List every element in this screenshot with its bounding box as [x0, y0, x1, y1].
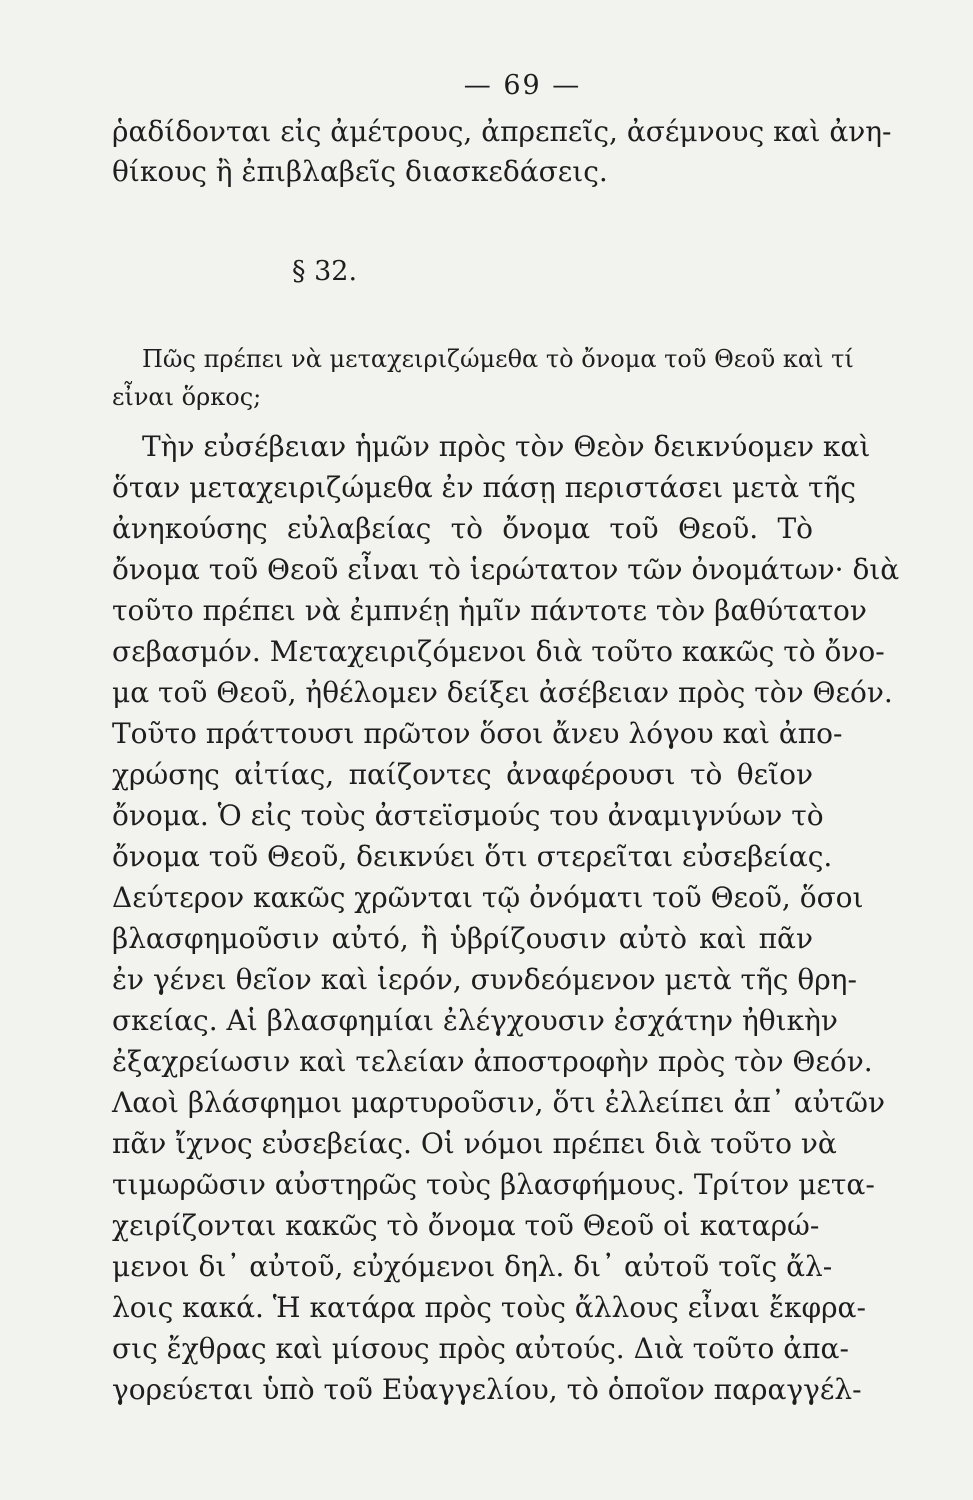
text-line: ὄνομα. Ὁ εἰς τοὺς ἀστεϊσμούς του ἀναμιγνύων τὸ	[112, 799, 824, 832]
text-line: τοῦτο πρέπει νὰ ἐμπνέῃ ἡμῖν πάντοτε τὸν βαθύτατον	[112, 594, 867, 627]
question-line: Πῶς πρέπει νὰ μεταχειριζώμεθα τὸ ὄνομα τοῦ Θεοῦ καὶ τί	[142, 345, 854, 373]
text-line: μα τοῦ Θεοῦ, ἠθέλομεν δείξει ἀσέβειαν πρὸς τὸν Θεόν.	[112, 676, 893, 709]
text-line: ἀνηκούσης εὐλαβείας τὸ ὄνομα τοῦ Θεοῦ. Τὸ	[112, 512, 813, 545]
text-line: σκείας. Αἱ βλασφημίαι ἐλέγχουσιν ἐσχάτην ἠθικὴν	[112, 1004, 838, 1037]
text-line: γορεύεται ὑπὸ τοῦ Εὐαγγελίου, τὸ ὁποῖον παραγγέλ-	[112, 1373, 862, 1406]
opening-paragraph	[112, 112, 892, 192]
text-line: σις ἔχθρας καὶ μίσους πρὸς αὐτούς. Διὰ τοῦτο ἀπα-	[112, 1332, 849, 1365]
text-line: χρώσης αἰτίας, παίζοντες ἀναφέρουσι τὸ θεῖον	[112, 758, 813, 791]
text-line: θίκους ἢ ἐπιβλαβεῖς διασκεδάσεις.	[112, 155, 608, 188]
text-line: ὄνομα τοῦ Θεοῦ εἶναι τὸ ἱερώτατον τῶν ὀνομάτων· διὰ	[112, 553, 900, 586]
text-line: βλασφημοῦσιν αὐτό, ἢ ὑβρίζουσιν αὐτὸ καὶ πᾶν	[112, 922, 813, 955]
text-line: Τοῦτο πράττουσι πρῶτον ὅσοι ἄνευ λόγου καὶ ἀπο-	[112, 717, 843, 750]
text-line: Τὴν εὐσέβειαν ἡμῶν πρὸς τὸν Θεὸν δεικνύομεν καὶ	[142, 430, 871, 463]
text-line: ὄνομα τοῦ Θεοῦ, δεικνύει ὅτι στερεῖται εὐσεβείας.	[112, 840, 833, 873]
text-line: Λαοὶ βλάσφημοι μαρτυροῦσιν, ὅτι ἐλλείπει ἀπ᾽ αὐτῶν	[112, 1086, 885, 1119]
text-line: πᾶν ἴχνος εὐσεβείας. Οἱ νόμοι πρέπει διὰ τοῦτο νὰ	[112, 1127, 837, 1160]
text-line: χειρίζονται κακῶς τὸ ὄνομα τοῦ Θεοῦ οἱ καταρώ-	[112, 1209, 820, 1242]
text-line: μενοι δι᾽ αὐτοῦ, εὐχόμενοι δηλ. δι᾽ αὐτοῦ τοῖς ἄλ-	[112, 1250, 833, 1283]
text-line: ἐν γένει θεῖον καὶ ἱερόν, συνδεόμενον μετὰ τῆς θρη-	[112, 963, 857, 996]
section-heading: § 32.	[292, 256, 358, 287]
page-number: — 69 —	[463, 70, 582, 101]
text-line: λοις κακά. Ἡ κατάρα πρὸς τοὺς ἄλλους εἶναι ἔκφρα-	[112, 1291, 866, 1324]
text-line: σεβασμόν. Μεταχειριζόμενοι διὰ τοῦτο κακῶς τὸ ὄνο-	[112, 635, 885, 668]
text-line: Δεύτερον κακῶς χρῶνται τῷ ὀνόματι τοῦ Θεοῦ, ὅσοι	[112, 881, 864, 914]
text-line: ῥαδίδονται εἰς ἀμέτρους, ἀπρεπεῖς, ἀσέμνους καὶ ἀνη-	[112, 115, 892, 148]
text-line: τιμωρῶσιν αὐστηρῶς τοὺς βλασφήμους. Τρίτον μετα-	[112, 1168, 875, 1201]
section-question	[112, 340, 854, 416]
text-line: ἐξαχρείωσιν καὶ τελείαν ἀποστροφὴν πρὸς τὸν Θεόν.	[112, 1045, 873, 1078]
body-paragraph	[112, 426, 900, 1410]
question-line: εἶναι ὅρκος;	[112, 383, 262, 411]
text-line: ὅταν μεταχειριζώμεθα ἐν πάσῃ περιστάσει μετὰ τῆς	[112, 471, 856, 504]
